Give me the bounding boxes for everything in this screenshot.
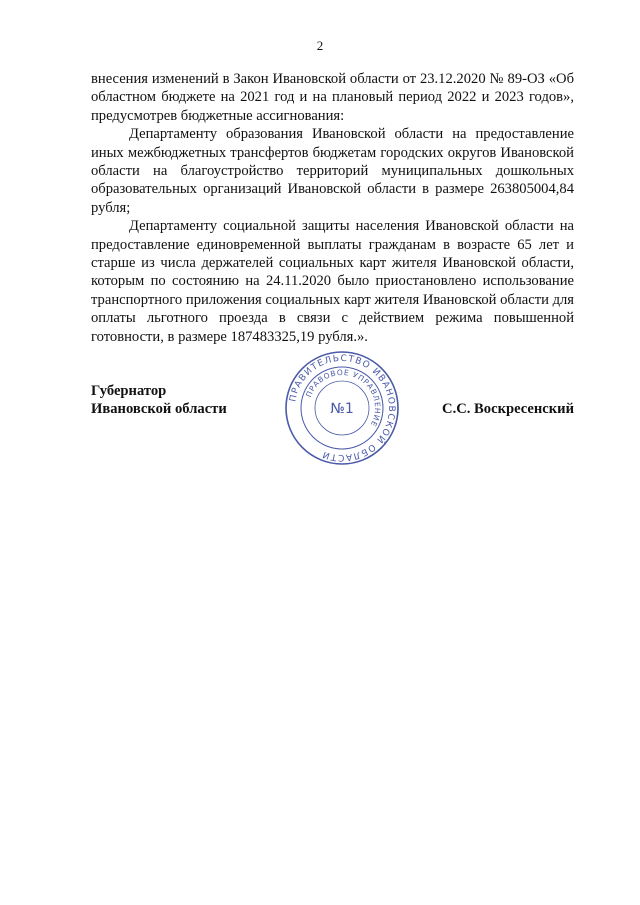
signatory-name: С.С. Воскресенский — [442, 401, 574, 417]
document-body — [91, 70, 574, 346]
page-number: 2 — [316, 38, 324, 53]
seal-center-number: №1 — [330, 401, 354, 417]
paragraph-2: Департаменту образования Ивановской области на предоставление иных межбюджетных трансфертов бюджетам городских округов Ивановской области на благоустройство территорий муниципальных дошкольных образовательных организаций Ивановской области в размере 263805004,84 рубля; — [91, 126, 574, 216]
signatory-position-line-1: Губернатор — [91, 383, 167, 399]
paragraph-1: внесения изменений в Закон Ивановской области от 23.12.2020 № 89-ОЗ «Об областном бюджете на 2021 год и на плановый период 2022 и 2023 годов», предусмотрев бюджетные ассигнования: — [91, 71, 574, 124]
signatory-position-line-2: Ивановской области — [91, 401, 227, 418]
official-seal — [284, 350, 400, 466]
paragraph-3: Департаменту социальной защиты населения Ивановской области на предоставление единовременной выплаты гражданам в возрасте 65 лет и старше из числа держателей социальных карт жителя Ивановской области, которым по состоянию на 24.11.2020 было приостановлено использование транспортного приложения социальных карт жителя Ивановской области для оплаты льготного проезда в связи с действием режима повышенной готовности, в размере 187483325,19 рубля.». — [91, 218, 574, 345]
seal-outer-text: ПРАВИТЕЛЬСТВО ИВАНОВСКОЙ ОБЛАСТИ — [288, 353, 397, 463]
signature-block — [91, 353, 574, 478]
signatory-position — [91, 382, 227, 419]
seal-graphic — [284, 350, 400, 466]
seal-inner-text: ПРАВОВОЕ УПРАВЛЕНИЕ — [304, 367, 383, 429]
